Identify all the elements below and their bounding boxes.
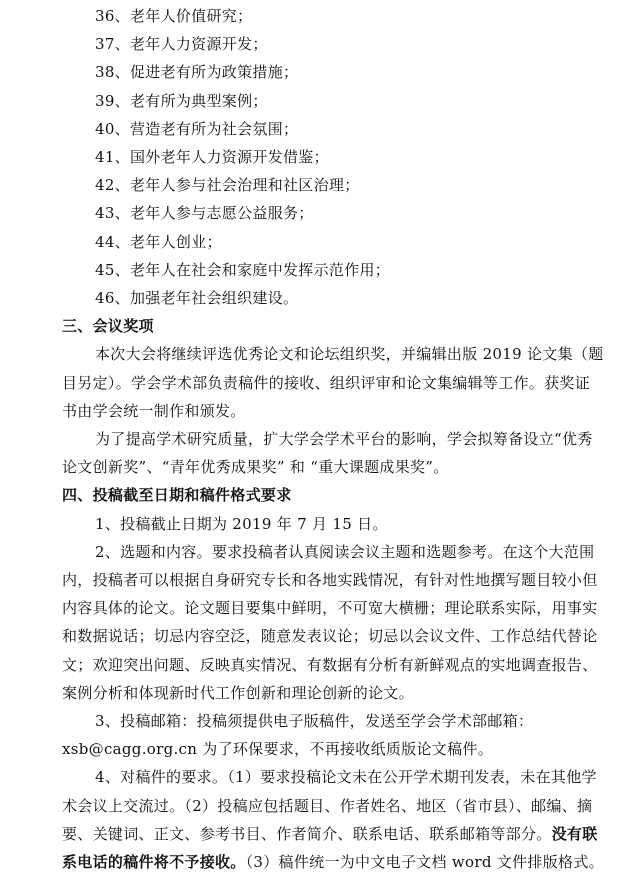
paragraph-text: 要、关键词、正文、参考书目、作者简介、联系电话、联系邮箱等部分。 [62, 824, 552, 843]
email-link[interactable]: xsb@cagg.org.cn [62, 740, 198, 759]
paragraph-line: 本次大会将继续评选优秀论文和论坛组织奖，并编辑出版 2019 论文集（题 [95, 345, 604, 364]
list-item: 36、老年人价值研究； [95, 7, 253, 25]
list-item: 37、老年人力资源开发； [95, 35, 268, 54]
paragraph-line: 2、选题和内容。要求投稿者认真阅读会议主题和选题参考。在这个大范围 [95, 542, 595, 561]
paragraph-line: 和数据说话；切忌内容空泛，随意发表议论；切忌以会议文件、工作总结代替论 [62, 627, 598, 646]
paragraph-line [62, 822, 622, 846]
list-item: 46、加强老年社会组织建设。 [95, 289, 299, 307]
paragraph-line: 书由学会统一制作和颁发。 [62, 401, 246, 420]
list-item: 38、促进老有所为政策措施； [95, 63, 299, 82]
paragraph-line: 4、对稿件的要求。（1）要求投稿论文未在公开学术期刊发表，未在其他学 [95, 768, 597, 787]
paragraph-text: （3）稿件统一为中文电子文档 word 文件排版格式。 [245, 853, 604, 871]
list-item: 40、营造老有所为社会氛围； [95, 119, 299, 138]
paragraph-line: 1、投稿截止日期为 2019 年 7 月 15 日。 [95, 514, 388, 533]
paragraph-line: 文；欢迎突出问题、反映真实情况、有数据有分析有新鲜观点的实地调查报告、 [62, 655, 598, 674]
list-item: 43、老年人参与志愿公益服务； [95, 204, 314, 223]
list-item: 39、老有所为典型案例； [95, 91, 268, 110]
list-item: 41、国外老年人力资源开发借鉴； [95, 148, 329, 166]
section-heading-awards: 三、会议奖项 [62, 317, 154, 336]
list-item: 44、老年人创业； [95, 232, 222, 251]
paragraph-text: 为了环保要求，不再接收纸质版论文稿件。 [197, 740, 493, 759]
list-item: 42、老年人参与社会治理和社区治理； [95, 176, 360, 195]
section-heading-submission: 四、投稿截至日期和稿件格式要求 [62, 486, 292, 505]
list-item: 45、老年人在社会和家庭中发挥示范作用； [95, 260, 391, 279]
paragraph-line: 目另定）。学会学术部负责稿件的接收、组织评审和论文集编辑等工作。获奖证 [62, 373, 591, 392]
paragraph-line: 术会议上交流过。（2）投稿应包括题目、作者姓名、地区（省市县）、邮编、摘 [62, 796, 593, 815]
paragraph-line: 内容具体的论文。论文题目要集中鲜明，不可宽大横栅；理论联系实际，用事实 [62, 599, 598, 618]
paragraph-line: 3、投稿邮箱：投稿须提供电子版稿件，发送至学会学术部邮箱： [95, 712, 534, 730]
paragraph-line: 为了提高学术研究质量，扩大学会学术平台的影响，学会拟筹备设立“优秀 [95, 430, 593, 448]
paragraph-line [62, 737, 622, 761]
bold-notice: 没有联 [551, 824, 598, 843]
bold-notice: 系电话的稿件将不予接收。 [62, 853, 246, 871]
paragraph-line: 内，投稿者可以根据自身研究专长和各地实践情况，有针对性地撰写题目较小但 [62, 571, 598, 589]
paragraph-line [62, 850, 622, 874]
paragraph-line: 论文创新奖”、“青年优秀成果奖” 和 “重大课题成果奖”。 [62, 458, 449, 477]
paragraph-line: 案例分析和体现新时代工作创新和理论创新的论文。 [62, 683, 414, 702]
